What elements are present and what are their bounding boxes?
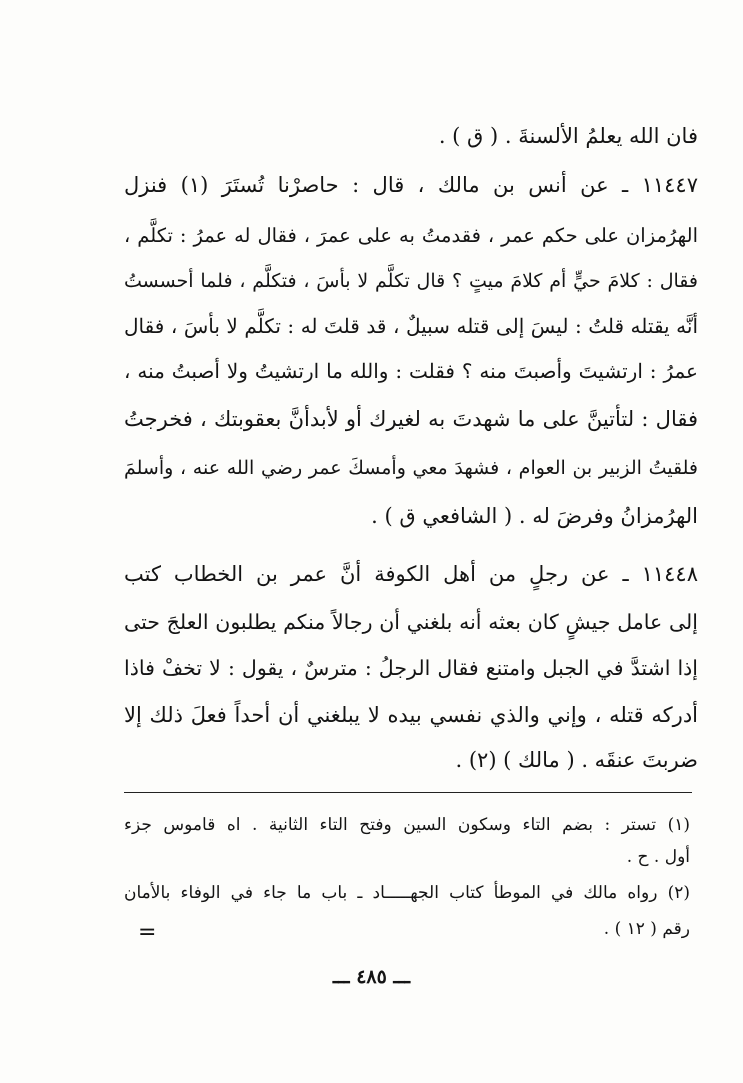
hadith-11447-line-7: فلقيتُ الزبير بن العوام ، فشهدَ معي وأمسكَ عمر رضي الله عنه ، وأسلمَ xyxy=(124,457,698,479)
hadith-11447-line-4: أنَّه يقتله قلتُ : ليسَ إلى قتله سبيلٌ ، قد قلتَ له : تكلَّم لا بأسَ ، فقال xyxy=(124,314,698,338)
footnote-1-line-1: (١) تستر : بضم التاء وسكون السين وفتح التاء الثانية . اه قاموس جزء xyxy=(124,815,690,835)
hadith-11448-line-4: أدركه قتله ، وإني والذي نفسي بيده لا يبلغني أن أحداً فعلَ ذلك إلا xyxy=(124,703,698,727)
hadith-11447-line-1: ١١٤٤٧ ـ عن أنس بن مالك ، قال : حاصرْنا تُستَرَ (١) فنزل xyxy=(124,173,698,197)
continuation-mark: = xyxy=(138,920,157,945)
hadith-11447-line-6: فقال : لتأتينَّ على ما شهدتَ به لغيرك أو لأبدأنَّ بعقوبتك ، فخرجتُ xyxy=(124,407,698,431)
footnote-2-line-1: (٢) رواه مالك في الموطأ كتاب الجهـــــاد ـ باب ما جاء في الوفاء بالأمان xyxy=(124,883,690,903)
hadith-11447-line-3: فقال : كلامَ حيٍّ أم كلامَ ميتٍ ؟ قال تكلَّم لا بأسَ ، فتكلَّم ، فلما أحسستُ xyxy=(124,270,698,292)
hadith-11448-line-1: ١١٤٤٨ ـ عن رجلٍ من أهل الكوفة أنَّ عمر بن الخطاب كتب xyxy=(124,562,698,586)
hadith-11448-line-5: ضربتَ عنقَه . ( مالك ) (٢) . xyxy=(455,748,698,772)
footnote-1-line-2: أول . ح . xyxy=(626,847,690,867)
hadith-11447-line-2: الهرُمزان على حكم عمر ، فقدمتُ به على عمرَ ، فقال له عمرُ : تكلَّم ، xyxy=(124,224,698,247)
page-number: ـــ ٤٨٥ ـــ xyxy=(332,966,411,988)
hadith-11447-line-5: عمرُ : ارتشيتَ وأصبتَ منه ؟ فقلت : والله ما ارتشيتُ ولا أصبتُ منه ، xyxy=(124,359,698,383)
hadith-11447-line-8: الهرُمزانُ وفرضَ له . ( الشافعي ق ) . xyxy=(371,504,698,528)
hadith-11448-line-3: إذا اشتدَّ في الجبل وامتنع فقال الرجلُ : مترسٌ ، يقول : لا تخفْ فاذا xyxy=(124,656,698,680)
text-line-1: فان الله يعلمُ الألسنةَ . ( ق ) . xyxy=(438,124,698,148)
footnote-divider xyxy=(124,792,692,793)
footnote-2-line-2: رقم ( ١٢ ) . xyxy=(603,919,690,939)
hadith-11448-line-2: إلى عامل جيشٍ كان بعثه أنه بلغني أن رجالاً منكم يطلبون العلجَ حتى xyxy=(124,610,698,634)
